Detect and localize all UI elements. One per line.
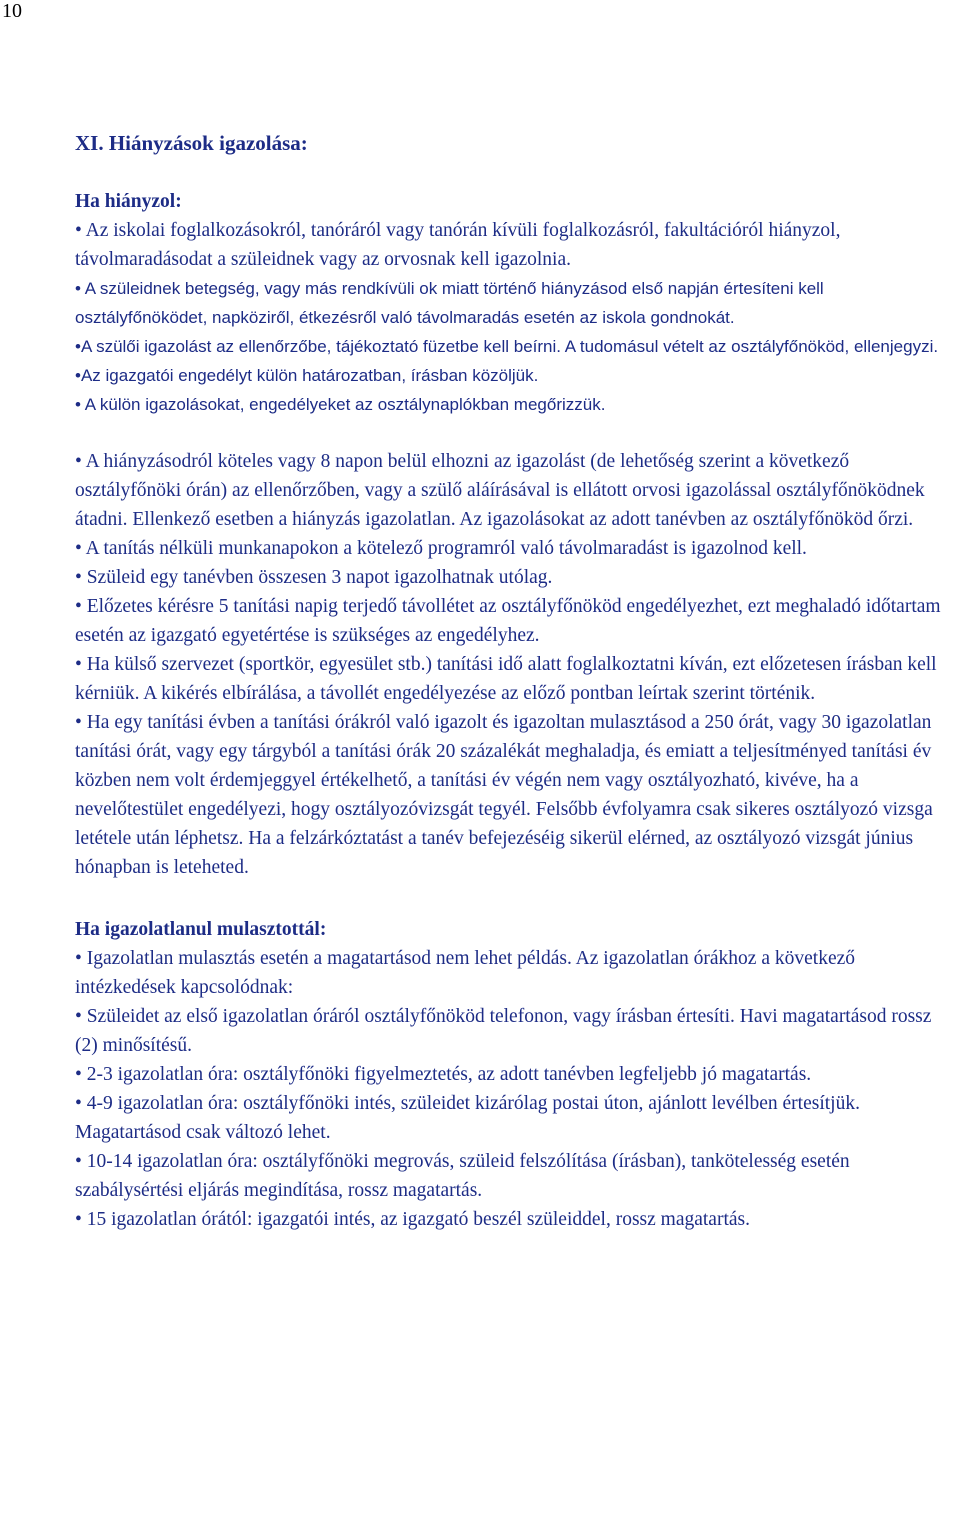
section-title: XI. Hiányzások igazolása: [75, 131, 308, 155]
absent-item: • A szüleidnek betegség, vagy más rendkívüli ok miatt történő hiányzásod első napján értesíteni kell osztályfőnöködet, napköziről, étkezésről való távolmaradás esetén az iskola gondnokát. [75, 279, 824, 327]
rule-item: • Ha egy tanítási évben a tanítási órákról való igazolt és igazoltan mulasztásod a 250 órát, vagy 30 igazolatlan tanítási órát, vagy egy tárgyból a tanítási órák 20 százalékát meghaladja, és emiatt a teljesítményed tanítási év közben nem volt érdemjeggyel értékelhető, a tanítási év végén nem vagy osztályozható, kivéve, ha a nevelőtestület engedélyezi, hogy osztályozóvizsgát tegyél. Felsőbb évfolyamra csak sikeres osztályozó vizsga letétele után léphetsz. Ha a felzárkóztatást a tanév befejezéséig sikerül elérned, az osztályozó vizsgát június hónapban is leteheted. [75, 712, 933, 878]
absent-heading: Ha hiányzol: [75, 191, 182, 212]
unexcused-item: • 10-14 igazolatlan óra: osztályfőnöki megrovás, szüleid felszólítása (írásban), tankötelesség esetén szabálysértési eljárás megindítása, rossz magatartás. [75, 1151, 850, 1201]
unexcused-item: • Igazolatlan mulasztás esetén a magatartásod nem lehet példás. Az igazolatlan órákhoz a következő intézkedések kapcsolódnak: [75, 948, 855, 998]
absent-item: •A szülői igazolást az ellenőrzőbe, tájékoztató füzetbe kell beírni. A tudomásul vételt az osztályfőnököd, ellenjegyzi. [75, 337, 939, 356]
unexcused-heading: Ha igazolatlanul mulasztottál: [75, 919, 327, 940]
absent-item: • Az iskolai foglalkozásokról, tanóráról vagy tanórán kívüli foglalkozásról, fakultációról hiányzol, távolmaradásodat a szüleidnek vagy az orvosnak kell igazolnia. [75, 220, 841, 270]
rule-item: • Szüleid egy tanévben összesen 3 napot igazolhatnak utólag. [75, 567, 553, 588]
rule-item: • A tanítás nélküli munkanapokon a kötelező programról való távolmaradást is igazolnod kell. [75, 538, 807, 559]
rule-item: • A hiányzásodról köteles vagy 8 napon belül elhozni az igazolást (de lehetőség szerint a következő osztályfőnöki órán) az ellenőrzőben, vagy a szülő aláírásával is ellátott orvosi igazolással osztályfőnöködnek átadni. Ellenkező esetben a hiányzás igazolatlan. Az igazolásokat az adott tanévben az osztályfőnököd őrzi. [75, 451, 925, 530]
unexcused-item: • 4-9 igazolatlan óra: osztályfőnöki intés, szüleidet kizárólag postai úton, ajánlott levélben értesítjük. Magatartásod csak változó lehet. [75, 1093, 860, 1143]
rule-item: • Előzetes kérésre 5 tanítási napig terjedő távollétet az osztályfőnököd engedélyezhet, ezt meghaladó időtartam esetén az igazgató egyetértése is szükséges az engedélyhez. [75, 596, 941, 646]
unexcused-item: • Szüleidet az első igazolatlan óráról osztályfőnököd telefonon, vagy írásban értesíti. Havi magatartásod rossz (2) minősítésű. [75, 1006, 932, 1056]
page-number: 10 [2, 0, 22, 22]
absent-item: •Az igazgatói engedélyt külön határozatban, írásban közöljük. [75, 366, 539, 385]
document-body [75, 128, 945, 1234]
unexcused-item: • 15 igazolatlan órától: igazgatói intés, az igazgató beszél szüleiddel, rossz magatartás. [75, 1209, 750, 1230]
unexcused-item: • 2-3 igazolatlan óra: osztályfőnöki figyelmeztetés, az adott tanévben legfeljebb jó magatartás. [75, 1064, 812, 1085]
absent-item: • A külön igazolásokat, engedélyeket az osztálynaplókban megőrizzük. [75, 395, 606, 414]
rule-item: • Ha külső szervezet (sportkör, egyesület stb.) tanítási idő alatt foglalkoztatni kíván, ezt előzetesen írásban kell kérniük. A kikérés elbírálása, a távollét engedélyezése az előző pontban leírtak szerint történik. [75, 654, 937, 704]
